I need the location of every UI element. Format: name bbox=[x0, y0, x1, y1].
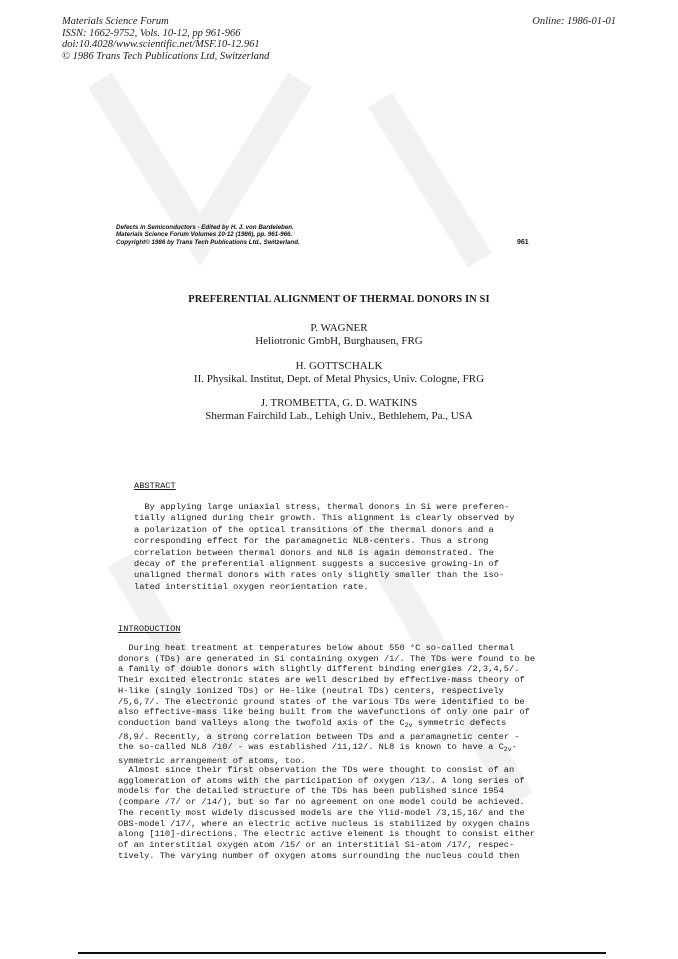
text-line: of an interstitial oxygen atom /15/ or an interstitial Si-atom /17/, respec- bbox=[118, 839, 515, 850]
issn-line: ISSN: 1662-9752, Vols. 10-12, pp 961-966 bbox=[62, 27, 241, 39]
author-block-3 bbox=[70, 397, 608, 423]
abstract-line: a polarization of the optical transitions of the thermal donors and a bbox=[134, 524, 494, 535]
book-info bbox=[116, 224, 300, 246]
book-info-editor: Defects in Semiconductors - Edited by H. J. von Bardeleben. bbox=[116, 224, 294, 231]
text-line: Almost since their first observation the TDs were thought to consist of an bbox=[118, 765, 515, 775]
author-name: J. TROMBETTA, G. D. WATKINS bbox=[260, 397, 418, 409]
text-line: tively. The varying number of oxygen atoms surrounding the nucleus could then bbox=[118, 850, 520, 861]
publication-info bbox=[62, 16, 269, 62]
author-affiliation: Sherman Fairchild Lab., Lehigh Univ., Bethlehem, Pa., USA bbox=[205, 410, 473, 422]
book-info-copyright: Copyright© 1986 by Trans Tech Publications Ltd., Switzerland. bbox=[116, 238, 300, 246]
author-name: P. WAGNER bbox=[310, 322, 368, 334]
text-line: H-like (singly ionized TDs) or He-like (neutral TDs) centers, respectively bbox=[118, 685, 504, 696]
text-line: During heat treatment at temperatures below about 550 °C so-called thermal bbox=[118, 643, 515, 653]
text-line: a family of double donors with slightly different binding energies /2,3,4,5/. bbox=[118, 664, 520, 675]
abstract-line: decay of the preferential alignment suggests a succesive growing-in of bbox=[134, 559, 499, 570]
text-line: (compare /7/ or /14/), but so far no agreement on one model could be achieved. bbox=[118, 797, 525, 808]
text-line: OBS-model /17/, where an electric active nucleus is stabilized by oxygen chains bbox=[118, 818, 530, 829]
text-line: agglomeration of atoms with the participation of oxygen /13/. A long series of bbox=[118, 775, 525, 786]
text-line: donors (TDs) are generated in Si containing oxygen /1/. The TDs were found to be bbox=[118, 653, 536, 664]
abstract-body bbox=[134, 502, 544, 593]
author-name: H. GOTTSCHALK bbox=[295, 360, 383, 372]
book-info-volume: Materials Science Forum Volumes 10-12 (1986), pp. 961-966. bbox=[116, 231, 293, 239]
author-block-1 bbox=[70, 322, 608, 348]
doi-line: doi:10.4028/www.scientific.net/MSF.10-12.961 bbox=[62, 39, 260, 51]
abstract-line: unaligned thermal donors with rates only slightly smaller than the iso- bbox=[134, 570, 505, 581]
paper-title: PREFERENTIAL ALIGNMENT OF THERMAL DONORS IN SI bbox=[188, 294, 490, 305]
subscript: 2v bbox=[404, 721, 413, 729]
introduction-paragraph-1 bbox=[118, 643, 548, 767]
text-segment: symmetric defects bbox=[412, 717, 507, 728]
text-line: models for the detailed structure of the TDs has been published since 1954 bbox=[118, 786, 504, 797]
text-line: The recently most widely discussed models are the Ylid-model /3,15,16/ and the bbox=[118, 807, 525, 818]
text-line: /8,9/. Recently, a strong correlation between TDs and a paramagnetic center - bbox=[118, 731, 520, 742]
abstract-line: tially aligned during their growth. This alignment is clearly observed by bbox=[134, 513, 515, 524]
text-line: along [110]-directions. The electric active element is thought to consist either bbox=[118, 829, 536, 840]
text-segment: - bbox=[511, 742, 517, 753]
abstract-line: By applying large uniaxial stress, thermal donors in Si were preferen- bbox=[134, 502, 510, 512]
text-segment: conduction band valleys along the twofold axis of the C bbox=[118, 717, 405, 728]
author-block-2 bbox=[70, 360, 608, 386]
abstract-line: lated interstitial oxygen reorientation rate. bbox=[134, 581, 369, 592]
introduction-paragraph-2 bbox=[118, 765, 548, 861]
text-line bbox=[118, 718, 548, 732]
online-date: Online: 1986-01-01 bbox=[532, 16, 616, 27]
page-number: 961 bbox=[517, 239, 529, 246]
author-affiliation: II. Physikal. Institut, Dept. of Metal Physics, Univ. Cologne, FRG bbox=[193, 373, 485, 385]
text-line: also effective-mass like being built from the wavefunctions of only one pair of bbox=[118, 707, 530, 718]
abstract-line: corresponding effect for the paramagnetic NL8-centers. Thus a strong bbox=[134, 536, 489, 547]
introduction-heading: INTRODUCTION bbox=[118, 624, 181, 634]
abstract-heading: ABSTRACT bbox=[134, 481, 176, 491]
text-line: symmetric arrangement of atoms, too. bbox=[118, 756, 306, 767]
text-segment: the so-called NL8 /10/ - was established /11,12/. NL8 is known to have a C bbox=[118, 742, 504, 753]
abstract-line: correlation between thermal donors and NL8 is again demonstrated. The bbox=[134, 547, 494, 558]
journal-name: Materials Science Forum bbox=[62, 16, 169, 27]
subscript: 2v bbox=[503, 746, 512, 754]
author-affiliation: Heliotronic GmbH, Burghausen, FRG bbox=[255, 335, 423, 347]
bottom-rule bbox=[78, 952, 606, 954]
text-line bbox=[118, 742, 548, 756]
text-line: /5,6,7/. The electronic ground states of the various TDs were identified to be bbox=[118, 696, 525, 707]
copyright-line: © 1986 Trans Tech Publications Ltd, Switzerland bbox=[62, 50, 270, 62]
text-line: Their excited electronic states are well described by effective-mass theory of bbox=[118, 675, 525, 686]
